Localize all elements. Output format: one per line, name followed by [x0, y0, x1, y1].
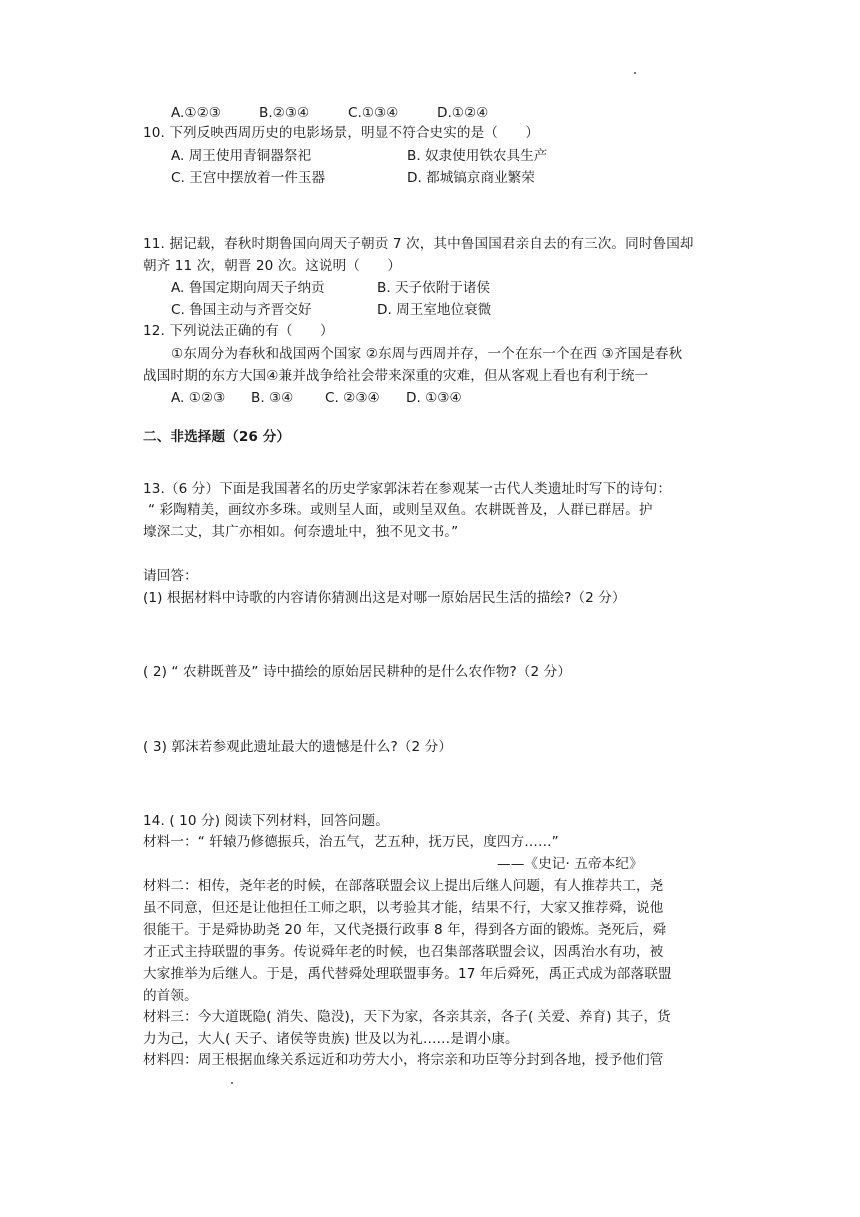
q14-material2-line: 材料二：相传，尧年老的时候，在部落联盟会议上提出后继人问题，有人推荐共工，尧: [143, 878, 664, 894]
q14-material2-line: 的首领。: [143, 988, 198, 1004]
q14-material1: 材料一：“ 轩辕乃修德振兵，治五气，艺五种，抚万民，度四方……”: [143, 834, 559, 850]
q11-option-a: A. 鲁国定期向周天子纳贡: [171, 280, 325, 296]
q10-option-c: C. 王宫中摆放着一件玉器: [171, 170, 326, 186]
q13-sub3: ( 3) 郭沫若参观此遗址最大的遗憾是什么?（2 分）: [143, 739, 453, 755]
section2-title: 二、非选择题（26 分）: [143, 429, 291, 445]
q10-option-a: A. 周王使用青铜器祭祀: [171, 148, 312, 164]
q14-material2-line: 很能干。于是舜协助尧 20 年，又代尧摄行政事 8 年，得到各方面的锻炼。尧死后，舜: [143, 922, 667, 938]
q11-option-c: C. 鲁国主动与齐晋交好: [171, 302, 312, 318]
q9-option-b: B.②③④: [259, 105, 310, 121]
q13-prompt: 请回答：: [143, 568, 198, 584]
q14-material1-source: ——《史记· 五帝本纪》: [497, 856, 643, 872]
q12-body-line2: 战国时期的东方大国④兼并战争给社会带来深重的灾难，但从客观上看也有利于统一: [143, 368, 649, 384]
q14-stem: 14. ( 10 分) 阅读下列材料，回答问题。: [143, 813, 389, 829]
q12-option-a: A. ①②③: [171, 390, 226, 406]
q13-poem-line1: “ 彩陶精美，画纹亦多珠。或则呈人面，或则呈双鱼。农耕既普及，人群已群居。护: [148, 502, 653, 518]
q11-option-b: B. 天子依附于诸侯: [377, 280, 491, 296]
q9-option-d: D.①②④: [437, 105, 489, 121]
q14-material4-line: 材料四：周王根据血缘关系远近和功劳大小，将宗亲和功臣等分封到各地，授予他们管: [143, 1052, 664, 1068]
q14-material3-line: 材料三：今大道既隐( 消失、隐没)，天下为家，各亲其亲，各子( 关爱、养育) 其子，货: [143, 1009, 671, 1025]
q11-stem-line2: 朝齐 11 次，朝晋 20 次。这说明（ ）: [143, 258, 402, 274]
q14-material2-line: 大家推举为后继人。于是，禹代替舜处理联盟事务。17 年后舜死，禹正式成为部落联盟: [143, 966, 672, 982]
q10-option-d: D. 都城镐京商业繁荣: [407, 170, 535, 186]
q12-stem: 12. 下列说法正确的有（ ）: [143, 323, 334, 339]
q12-body-line1: ①东周分为春秋和战国两个国家 ②东周与西周并存，一个在东一个在西 ③齐国是春秋: [171, 346, 683, 362]
q13-sub1: (1) 根据材料中诗歌的内容请你猜测出这是对哪一原始居民生活的描绘?（2 分）: [143, 590, 626, 606]
q10-option-b: B. 奴隶使用铁农具生产: [407, 148, 548, 164]
q11-option-d: D. 周王室地位衰微: [377, 302, 492, 318]
q10-stem: 10. 下列反映西周历史的电影场景，明显不符合史实的是（ ）: [143, 125, 540, 141]
q13-stem: 13.（6 分）下面是我国著名的历史学家郭沫若在参观某一古代人类遗址时写下的诗句：: [143, 481, 672, 497]
q13-sub2: ( 2) “ 农耕既普及” 诗中描绘的原始居民耕种的是什么农作物?（2 分）: [143, 664, 572, 680]
q14-material2-line: 才正式主持联盟的事务。传说舜年老的时候，也召集部落联盟会议，因禹治水有功，被: [143, 944, 664, 960]
top-dot-mark: [634, 72, 636, 74]
q14-material2-line: 虽不同意，但还是让他担任工师之职，以考验其才能，结果不行，大家又推荐舜，说他: [143, 900, 664, 916]
q13-poem-line2: 壕深二丈，其广亦相如。何奈遗址中，独不见文书。”: [143, 524, 459, 540]
q11-stem-line1: 11. 据记载，春秋时期鲁国向周天子朝贡 7 次，其中鲁国国君亲自去的有三次。同时鲁国却: [143, 236, 694, 252]
q12-option-c: C. ②③④: [325, 390, 380, 406]
bottom-dot-mark: [231, 1082, 233, 1084]
q12-option-d: D. ①③④: [406, 390, 462, 406]
q12-option-b: B. ③④: [251, 390, 294, 406]
q14-material3-line: 力为己，大人( 天子、诸侯等贵族) 世及以为礼……是谓小康。: [143, 1031, 519, 1047]
q9-option-c: C.①③④: [348, 105, 399, 121]
q9-option-a: A.①②③: [171, 105, 221, 121]
